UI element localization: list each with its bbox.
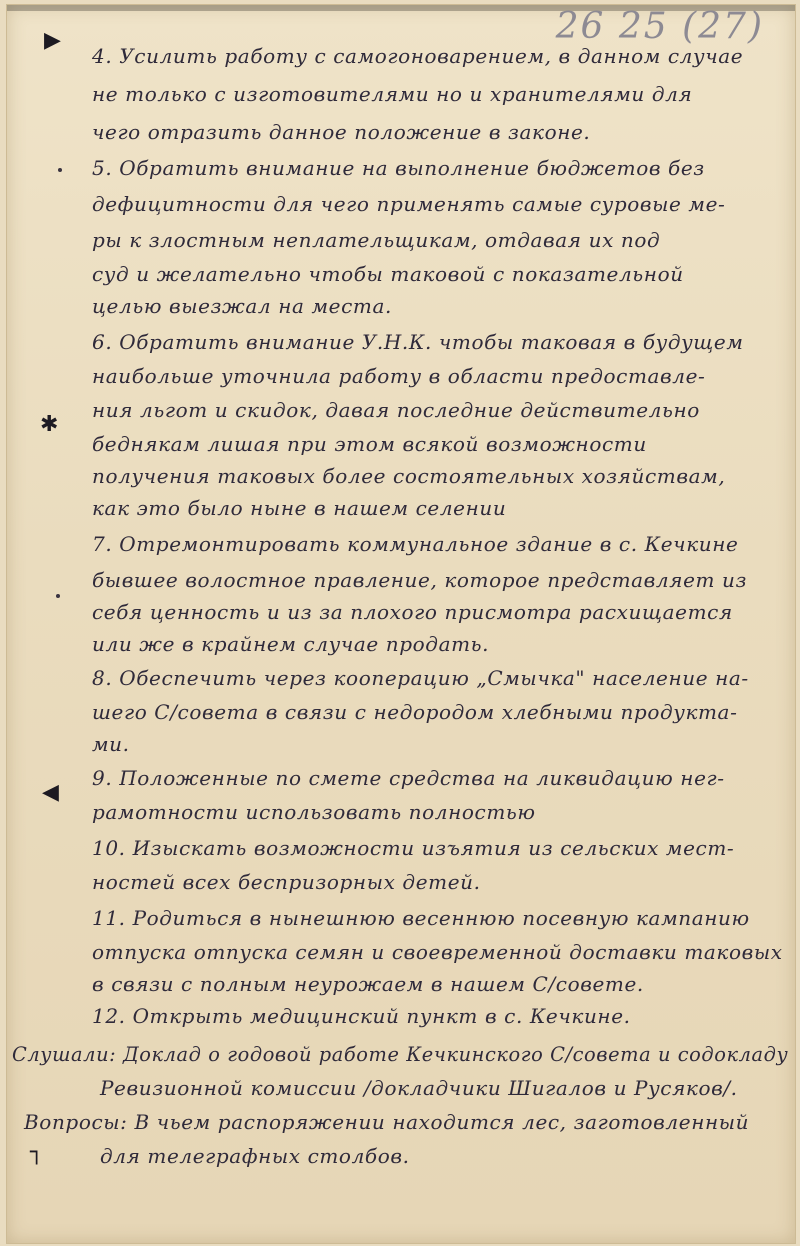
text-line: для телеграфных столбов. — [100, 1144, 410, 1168]
text-line: бывшее волостное правление, которое представляет из — [92, 568, 748, 592]
text-line: 6. Обратить внимание У.Н.К. чтобы таковая в будущем — [92, 330, 744, 354]
margin-mark-top: ▶ — [44, 28, 61, 53]
text-line: Слушали: Доклад о годовой работе Кечкинского С/совета и содокладу — [12, 1042, 789, 1066]
text-line: или же в крайнем случае продать. — [92, 632, 490, 656]
text-line: 12. Открыть медицинский пункт в с. Кечкине. — [92, 1004, 631, 1028]
text-line: 7. Отремонтировать коммунальное здание в с. Кечкине — [92, 532, 739, 556]
text-line: 10. Изыскать возможности изъятия из сельских мест- — [92, 836, 735, 860]
text-line: ния льгот и скидок, давая последние действительно — [92, 398, 700, 422]
text-line: целью выезжал на места. — [92, 294, 392, 318]
text-line: ми. — [92, 732, 130, 756]
text-line: беднякам лишая при этом всякой возможности — [92, 432, 647, 456]
text-line: не только с изготовителями но и хранителями для — [92, 82, 693, 106]
text-line: 5. Обратить внимание на выполнение бюджетов без — [92, 156, 705, 180]
text-line: наибольше уточнила работу в области предоставле- — [92, 364, 706, 388]
page-number: 26 25 (27) — [555, 6, 764, 47]
margin-dot — [56, 594, 60, 598]
text-line: ры к злостным неплательщикам, отдавая их под — [92, 228, 661, 252]
margin-mark-lower: ◀ — [42, 780, 59, 805]
margin-dot — [58, 168, 62, 172]
text-line: как это было ныне в нашем селении — [92, 496, 507, 520]
text-line: 11. Родиться в нынешнюю весеннюю посевную кампанию — [92, 906, 750, 930]
text-line: 8. Обеспечить через кооперацию „Смычка" население на- — [92, 666, 749, 690]
text-line: чего отразить данное положение в законе. — [92, 120, 591, 144]
text-line: шего С/совета в связи с недородом хлебными продукта- — [92, 700, 738, 724]
text-line: 4. Усилить работу с самогоноварением, в данном случае — [92, 44, 744, 68]
text-line: Вопросы: В чьем распоряжении находится лес, заготовленный — [24, 1110, 750, 1134]
text-line: 9. Положенные по смете средства на ликвидацию нег- — [92, 766, 725, 790]
text-line: отпуска отпуска семян и своевременной доставки таковых — [92, 940, 783, 964]
text-line: в связи с полным неурожаем в нашем С/совете. — [92, 972, 644, 996]
text-line: себя ценность и из за плохого присмотра расхищается — [92, 600, 733, 624]
text-line: рамотности использовать полностью — [92, 800, 536, 824]
margin-mark-bottom: ┐ — [30, 1140, 44, 1165]
text-line: получения таковых более состоятельных хозяйствам, — [92, 464, 726, 488]
text-line: суд и желательно чтобы таковой с показательной — [92, 262, 684, 286]
text-line: ностей всех беспризорных детей. — [92, 870, 481, 894]
margin-mark-middle: ✱ — [40, 412, 59, 437]
text-line: дефицитности для чего применять самые суровые ме- — [92, 192, 726, 216]
text-line: Ревизионной комиссии /докладчики Шигалов и Русяков/. — [100, 1076, 738, 1100]
